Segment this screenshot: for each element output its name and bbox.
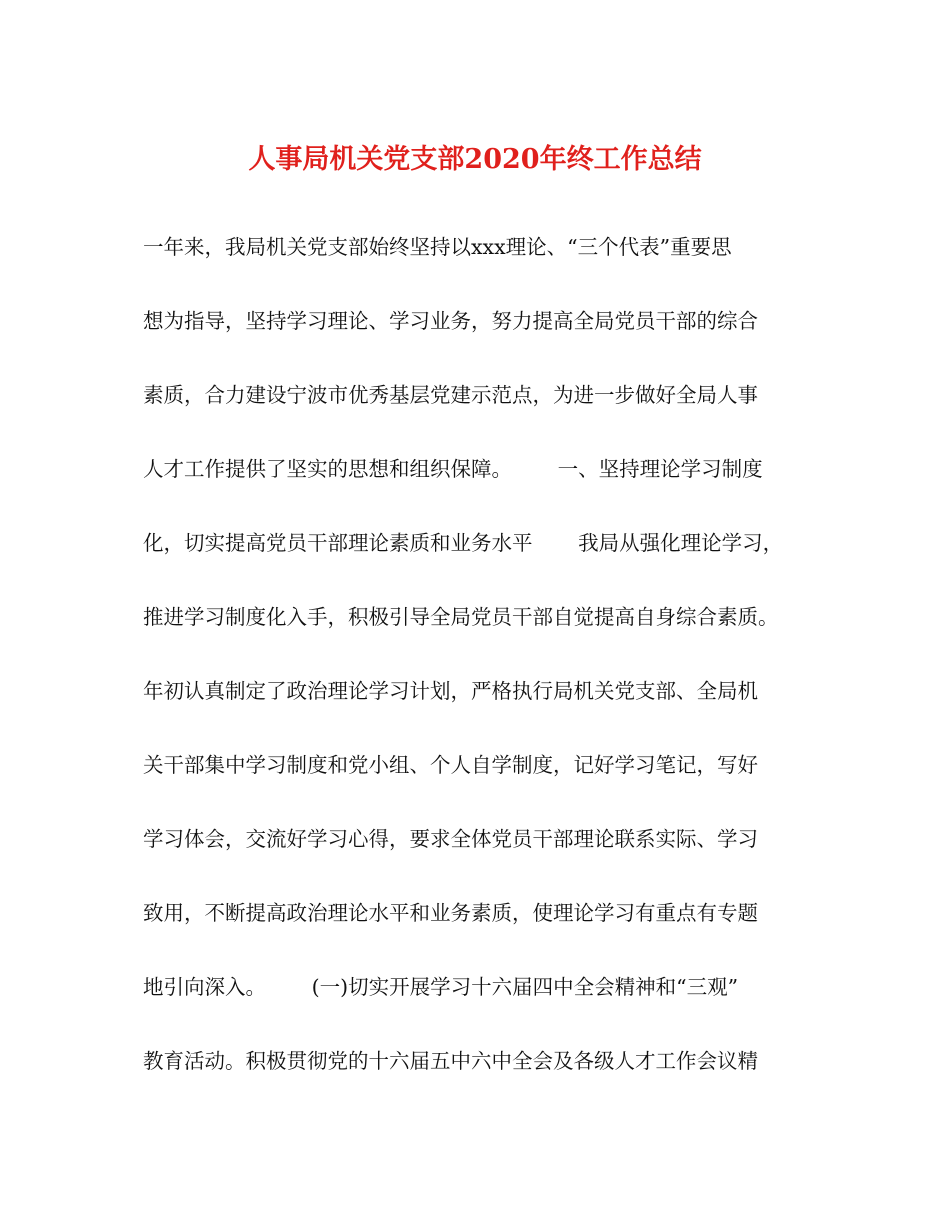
body-line-5: 化，切实提高党员干部理论素质和业务水平 我局从强化理论学习， xyxy=(143,531,784,555)
body-line-1: 一年来，我局机关党支部始终坚持以xxx理论、“三个代表”重要思 xyxy=(143,235,732,259)
body-line-11: 地引向深入。 (一)切实开展学习十六届四中全会精神和“三观” xyxy=(143,975,739,999)
body-line-3: 素质，合力建设宁波市优秀基层党建示范点，为进一步做好全局人事 xyxy=(143,383,758,407)
body-line-2: 想为指导，坚持学习理论、学习业务，努力提高全局党员干部的综合 xyxy=(143,309,758,333)
body-line-7: 年初认真制定了政治理论学习计划，严格执行局机关党支部、全局机 xyxy=(143,679,758,703)
body-line-10: 致用，不断提高政治理论水平和业务素质，使理论学习有重点有专题 xyxy=(143,901,758,925)
body-line-6: 推进学习制度化入手，积极引导全局党员干部自觉提高自身综合素质。 xyxy=(143,605,779,629)
document-title: 人事局机关党支部2020年终工作总结 xyxy=(248,144,702,175)
body-line-8: 关干部集中学习制度和党小组、个人自学制度，记好学习笔记，写好 xyxy=(143,753,758,777)
body-line-12: 教育活动。积极贯彻党的十六届五中六中全会及各级人才工作会议精 xyxy=(143,1049,758,1073)
body-line-9: 学习体会，交流好学习心得，要求全体党员干部理论联系实际、学习 xyxy=(143,827,758,851)
body-line-4: 人才工作提供了坚实的思想和组织保障。 一、坚持理论学习制度 xyxy=(143,457,763,481)
